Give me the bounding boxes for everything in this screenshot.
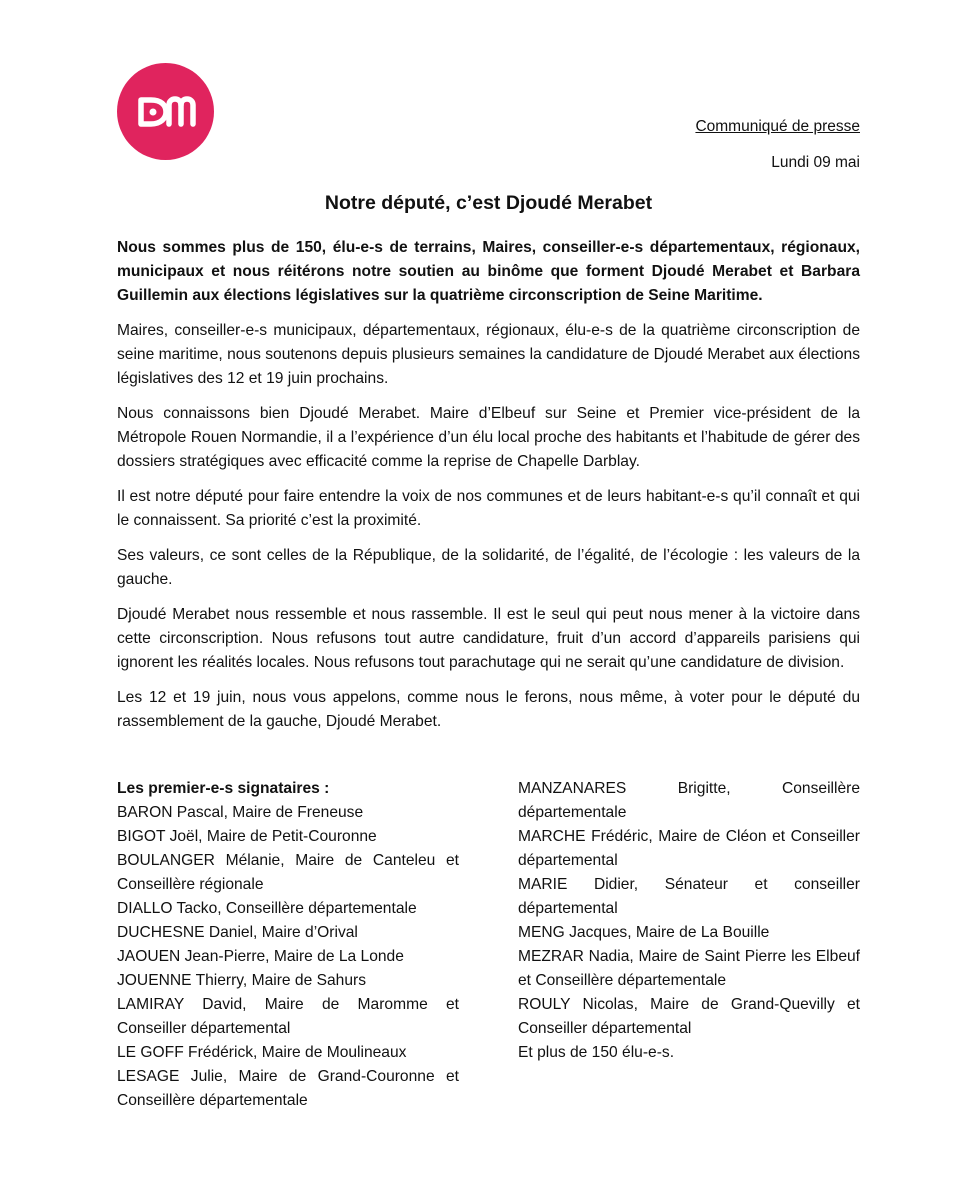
signatory: BIGOT Joël, Maire de Petit-Couronne [117,828,377,845]
paragraph: Les 12 et 19 juin, nous vous appelons, comme nous le ferons, nous même, à voter pour le député du rassemblement de la gauche, Djoudé Merabet. [117,689,860,730]
signatory: BARON Pascal, Maire de Freneuse [117,804,364,821]
signatory: LAMIRAY David, Maire de Maromme et Conseiller départemental [117,996,459,1037]
signatories-right-column [518,777,860,1065]
signatory: MARCHE Frédéric, Maire de Cléon et Conseiller départemental [518,828,860,869]
page-title: Notre député, c’est Djoudé Merabet [324,192,653,214]
paragraph: Maires, conseiller-e-s municipaux, départementaux, régionaux, élu-e-s de la quatrième circonscription de seine maritime, nous soutenons depuis plusieurs semaines la candidature de Djoudé Merabet aux élections législatives des 12 et 19 juin prochains. [117,322,860,387]
document-date: Lundi 09 mai [771,154,860,171]
signatories-heading: Les premier-e-s signataires : [117,780,330,797]
signatories-left-column [117,777,459,1113]
signatory: BOULANGER Mélanie, Maire de Canteleu et Conseillère régionale [117,852,459,893]
signatory: DIALLO Tacko, Conseillère départementale [117,900,417,917]
signatory: JOUENNE Thierry, Maire de Sahurs [117,972,366,989]
signatory: DUCHESNE Daniel, Maire d’Orival [117,924,358,941]
lead-paragraph: Nous sommes plus de 150, élu-e-s de terrains, Maires, conseiller-e-s départementaux, régionaux, municipaux et nous réitérons notre soutien au binôme que forment Djoudé Merabet et Barbara Guillemin aux élections législatives sur la quatrième circonscription de Seine Maritime. [117,239,860,304]
paragraph: Ses valeurs, ce sont celles de la République, de la solidarité, de l’égalité, de l’écologie : les valeurs de la gauche. [117,547,860,588]
dm-logo [117,63,214,160]
signatory: LESAGE Julie, Maire de Grand-Couronne et Conseillère départementale [117,1068,459,1109]
signatories-closing: Et plus de 150 élu-e-s. [518,1044,675,1061]
signatory: ROULY Nicolas, Maire de Grand-Quevilly et Conseiller départemental [518,996,860,1037]
signatory: MENG Jacques, Maire de La Bouille [518,924,770,941]
signatory: LE GOFF Frédérick, Maire de Moulineaux [117,1044,407,1061]
paragraph: Il est notre député pour faire entendre la voix de nos communes et de leurs habitant-e-s qu’il connaît et qui le connaissent. Sa priorité c’est la proximité. [117,488,860,529]
paragraph: Djoudé Merabet nous ressemble et nous rassemble. Il est le seul qui peut nous mener à la victoire dans cette circonscription. Nous refusons tout autre candidature, fruit d’un accord d’appareils parisiens qui ignorent les réalités locales. Nous refusons tout parachutage qui ne serait qu’une candidature de division. [117,606,860,671]
logo-dot [150,109,157,116]
signatory: JAOUEN Jean-Pierre, Maire de La Londe [117,948,404,965]
signatory: MEZRAR Nadia, Maire de Saint Pierre les Elbeuf et Conseillère départementale [518,948,860,989]
press-release-body [117,236,860,745]
paragraph: Nous connaissons bien Djoudé Merabet. Maire d’Elbeuf sur Seine et Premier vice-président de la Métropole Rouen Normandie, il a l’expérience d’un élu local proche des habitants et l’habitude de gérer des dossiers stratégiques avec efficacité comme la reprise de Chapelle Darblay. [117,405,860,470]
signatory: MANZANARES Brigitte, Conseillère départementale [518,780,860,821]
signatory: MARIE Didier, Sénateur et conseiller départemental [518,876,860,917]
document-type: Communiqué de presse [695,118,860,135]
